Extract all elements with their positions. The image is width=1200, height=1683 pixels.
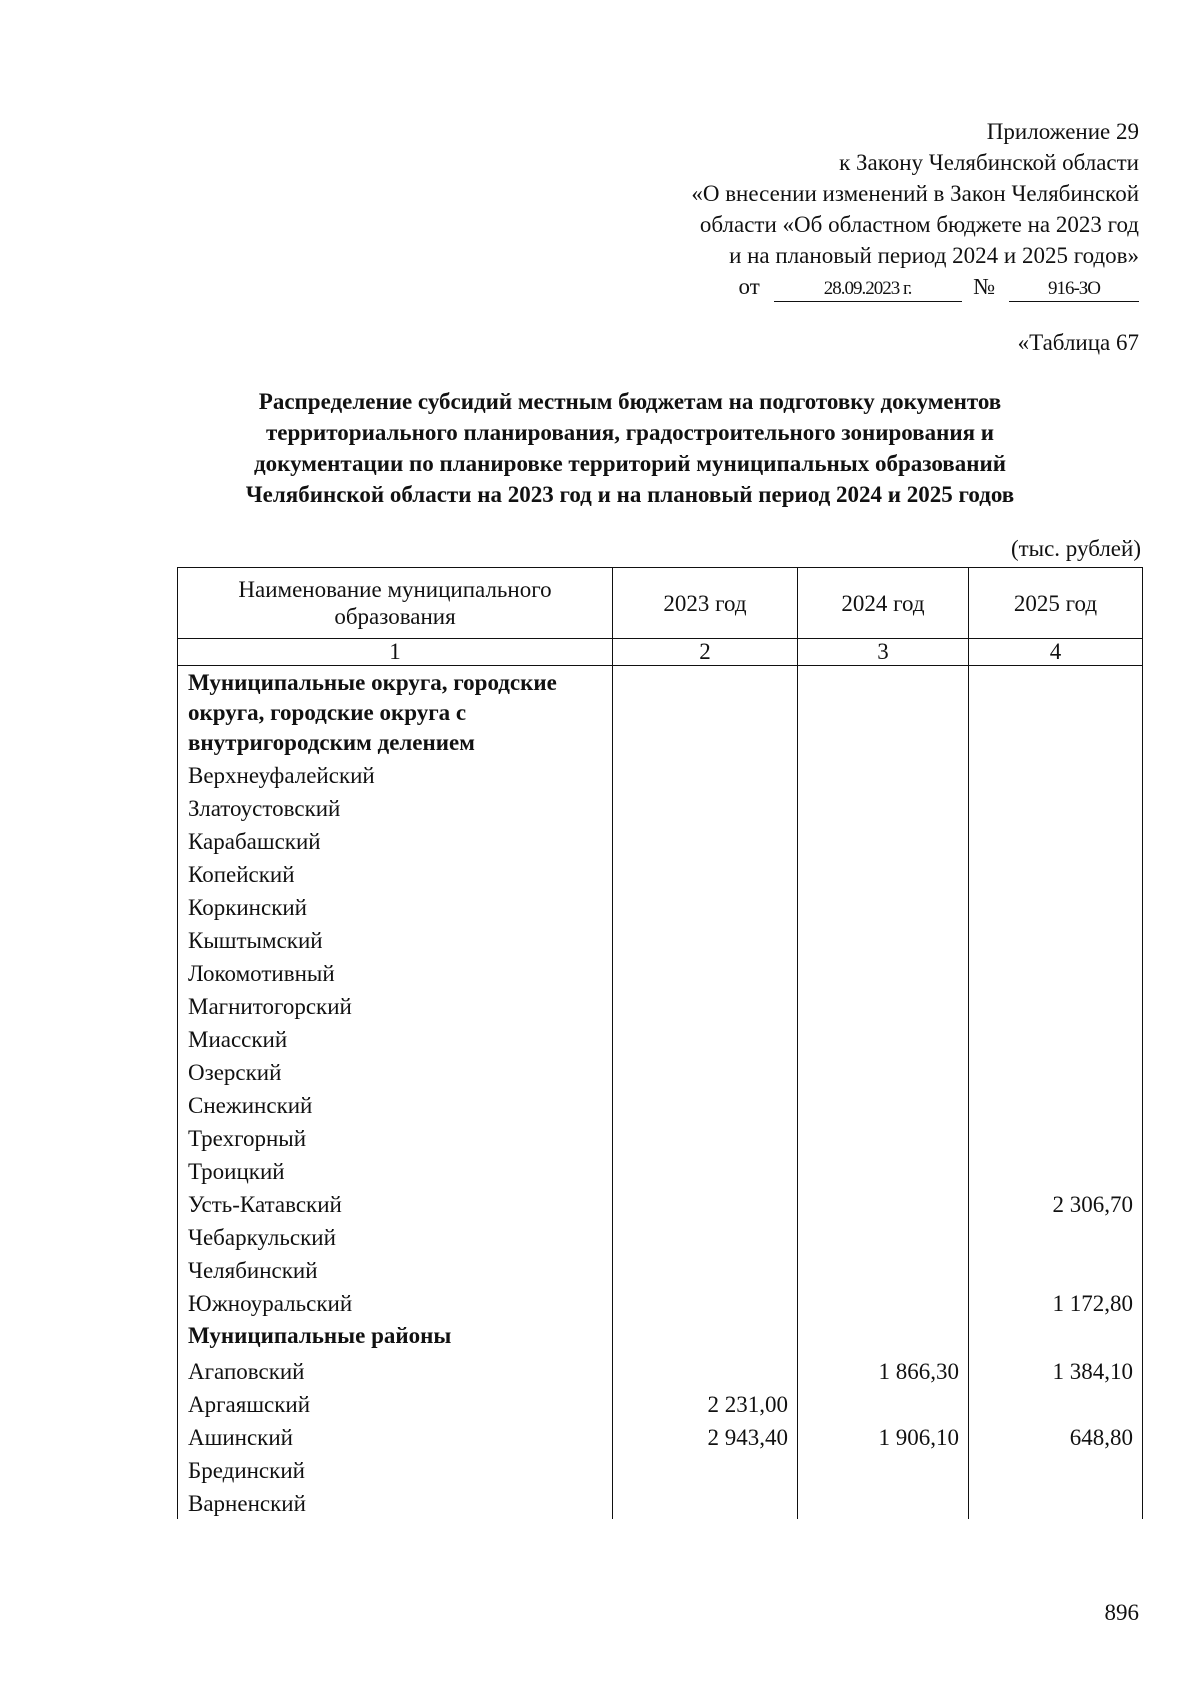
value-2024 (798, 1121, 969, 1154)
municipality-name: Копейский (178, 857, 613, 890)
value-2025 (969, 1253, 1143, 1286)
value-2024 (798, 1286, 969, 1319)
value-2023 (613, 1187, 798, 1220)
value-2024 (798, 890, 969, 923)
municipality-name: Брединский (178, 1453, 613, 1486)
municipality-name: Коркинский (178, 890, 613, 923)
municipality-name: Кыштымский (178, 923, 613, 956)
value-2024 (798, 956, 969, 989)
appendix-line: и на плановый период 2024 и 2025 годов» (729, 243, 1139, 268)
column-number: 3 (798, 639, 969, 666)
municipality-name: Карабашский (178, 824, 613, 857)
column-number: 2 (613, 639, 798, 666)
municipality-name: Озерский (178, 1055, 613, 1088)
value-2025 (969, 758, 1143, 791)
appendix-line: области «Об областном бюджете на 2023 год (699, 212, 1139, 237)
title-line: документации по планировке территорий муниципальных образований (254, 451, 1006, 476)
value-2024 (798, 1319, 969, 1354)
value-2024 (798, 923, 969, 956)
municipality-name: Троицкий (178, 1154, 613, 1187)
municipality-name: Муниципальные районы (178, 1319, 613, 1354)
value-2024 (798, 1055, 969, 1088)
value-2023 (613, 1055, 798, 1088)
value-2023 (613, 1354, 798, 1387)
subsidy-table (177, 567, 1143, 1519)
value-2024 (798, 1154, 969, 1187)
value-2023 (613, 1154, 798, 1187)
value-2024: 1 906,10 (798, 1420, 969, 1453)
table-row (178, 1354, 1143, 1387)
municipality-name: Магнитогорский (178, 989, 613, 1022)
table-row (178, 923, 1143, 956)
value-2023 (613, 1022, 798, 1055)
value-2023 (613, 666, 798, 759)
municipality-name: Чебаркульский (178, 1220, 613, 1253)
value-2023 (613, 1286, 798, 1319)
appendix-header (691, 116, 1139, 302)
column-number: 1 (178, 639, 613, 666)
value-2023 (613, 1253, 798, 1286)
document-title (180, 386, 1080, 510)
table-row (178, 758, 1143, 791)
value-2024 (798, 1253, 969, 1286)
table-row (178, 1420, 1143, 1453)
municipality-name: Снежинский (178, 1088, 613, 1121)
table-row (178, 1154, 1143, 1187)
value-2024 (798, 989, 969, 1022)
value-2023 (613, 1486, 798, 1519)
table-row (178, 1187, 1143, 1220)
value-2024 (798, 1453, 969, 1486)
law-date-number-line (691, 271, 1139, 302)
column-number: 4 (969, 639, 1143, 666)
municipality-name: Миасский (178, 1022, 613, 1055)
value-2025 (969, 1319, 1143, 1354)
value-2023 (613, 923, 798, 956)
table-row (178, 1055, 1143, 1088)
value-2024: 1 866,30 (798, 1354, 969, 1387)
municipality-name: Муниципальные округа, городские округа, городские округа с внутригородским делением (178, 666, 613, 759)
value-2025 (969, 791, 1143, 824)
value-2025: 1 384,10 (969, 1354, 1143, 1387)
table-row (178, 1387, 1143, 1420)
value-2025 (969, 1486, 1143, 1519)
value-2025 (969, 1387, 1143, 1420)
table-row (178, 956, 1143, 989)
value-2024 (798, 758, 969, 791)
value-2024 (798, 1387, 969, 1420)
municipality-name: Агаповский (178, 1354, 613, 1387)
table-row (178, 1253, 1143, 1286)
page-number: 896 (1104, 1600, 1139, 1625)
value-2024 (798, 857, 969, 890)
value-2023 (613, 1220, 798, 1253)
municipality-name: Локомотивный (178, 956, 613, 989)
value-2023 (613, 956, 798, 989)
value-2025 (969, 824, 1143, 857)
municipality-name: Верхнеуфалейский (178, 758, 613, 791)
column-header-2023: 2023 год (613, 568, 798, 639)
table-row (178, 1022, 1143, 1055)
value-2024 (798, 1486, 969, 1519)
column-header-2024: 2024 год (798, 568, 969, 639)
municipality-name: Челябинский (178, 1253, 613, 1286)
municipality-name: Ашинский (178, 1420, 613, 1453)
value-2023 (613, 1453, 798, 1486)
value-2023 (613, 758, 798, 791)
table-row (178, 1286, 1143, 1319)
municipality-name: Трехгорный (178, 1121, 613, 1154)
value-2024 (798, 1187, 969, 1220)
value-2024 (798, 1088, 969, 1121)
table-row (178, 824, 1143, 857)
value-2025 (969, 857, 1143, 890)
table-label: «Таблица 67 (1017, 330, 1139, 355)
law-date: 28.09.2023 г. (774, 277, 962, 302)
value-2025 (969, 1220, 1143, 1253)
value-2024 (798, 791, 969, 824)
table-row (178, 1486, 1143, 1519)
municipality-name: Варненский (178, 1486, 613, 1519)
value-2025 (969, 666, 1143, 759)
table-row (178, 857, 1143, 890)
law-number: 916-ЗО (1009, 277, 1139, 302)
number-prefix: № (973, 274, 996, 299)
appendix-line: «О внесении изменений в Закон Челябинской (691, 181, 1139, 206)
value-2023 (613, 1319, 798, 1354)
value-2023 (613, 824, 798, 857)
value-2024 (798, 1022, 969, 1055)
value-2024 (798, 1220, 969, 1253)
value-2023 (613, 1088, 798, 1121)
value-2023: 2 943,40 (613, 1420, 798, 1453)
municipality-name: Аргаяшский (178, 1387, 613, 1420)
from-prefix: от (738, 274, 760, 299)
value-2025 (969, 1055, 1143, 1088)
column-header-name: Наименование муниципального образования (178, 568, 613, 639)
value-2024 (798, 824, 969, 857)
value-2025 (969, 923, 1143, 956)
value-2023 (613, 890, 798, 923)
value-2025: 648,80 (969, 1420, 1143, 1453)
table-row (178, 890, 1143, 923)
value-2025 (969, 1453, 1143, 1486)
value-2025 (969, 1022, 1143, 1055)
table-group-row (178, 666, 1143, 759)
title-line: Челябинской области на 2023 год и на плановый период 2024 и 2025 годов (245, 482, 1015, 507)
title-line: территориального планирования, градостроительного зонирования и (265, 420, 995, 445)
value-2025 (969, 1154, 1143, 1187)
table-row (178, 1121, 1143, 1154)
municipality-name: Златоустовский (178, 791, 613, 824)
value-2023: 2 231,00 (613, 1387, 798, 1420)
value-2025 (969, 956, 1143, 989)
table-row (178, 1453, 1143, 1486)
value-2023 (613, 1121, 798, 1154)
municipality-name: Усть-Катавский (178, 1187, 613, 1220)
value-2025 (969, 1088, 1143, 1121)
value-2023 (613, 791, 798, 824)
table-row (178, 989, 1143, 1022)
municipality-name: Южноуральский (178, 1286, 613, 1319)
value-2025 (969, 989, 1143, 1022)
title-line: Распределение субсидий местным бюджетам на подготовку документов (258, 389, 1002, 414)
value-2025: 2 306,70 (969, 1187, 1143, 1220)
appendix-line: к Закону Челябинской области (839, 150, 1139, 175)
appendix-line: Приложение 29 (986, 119, 1139, 144)
value-2023 (613, 857, 798, 890)
value-2025 (969, 890, 1143, 923)
table-row (178, 1088, 1143, 1121)
value-2023 (613, 989, 798, 1022)
table-body (178, 666, 1143, 1520)
units-label: (тыс. рублей) (1010, 536, 1141, 561)
value-2024 (798, 666, 969, 759)
column-header-2025: 2025 год (969, 568, 1143, 639)
table-row (178, 791, 1143, 824)
table-group-row (178, 1319, 1143, 1354)
table-row (178, 1220, 1143, 1253)
value-2025 (969, 1121, 1143, 1154)
value-2025: 1 172,80 (969, 1286, 1143, 1319)
